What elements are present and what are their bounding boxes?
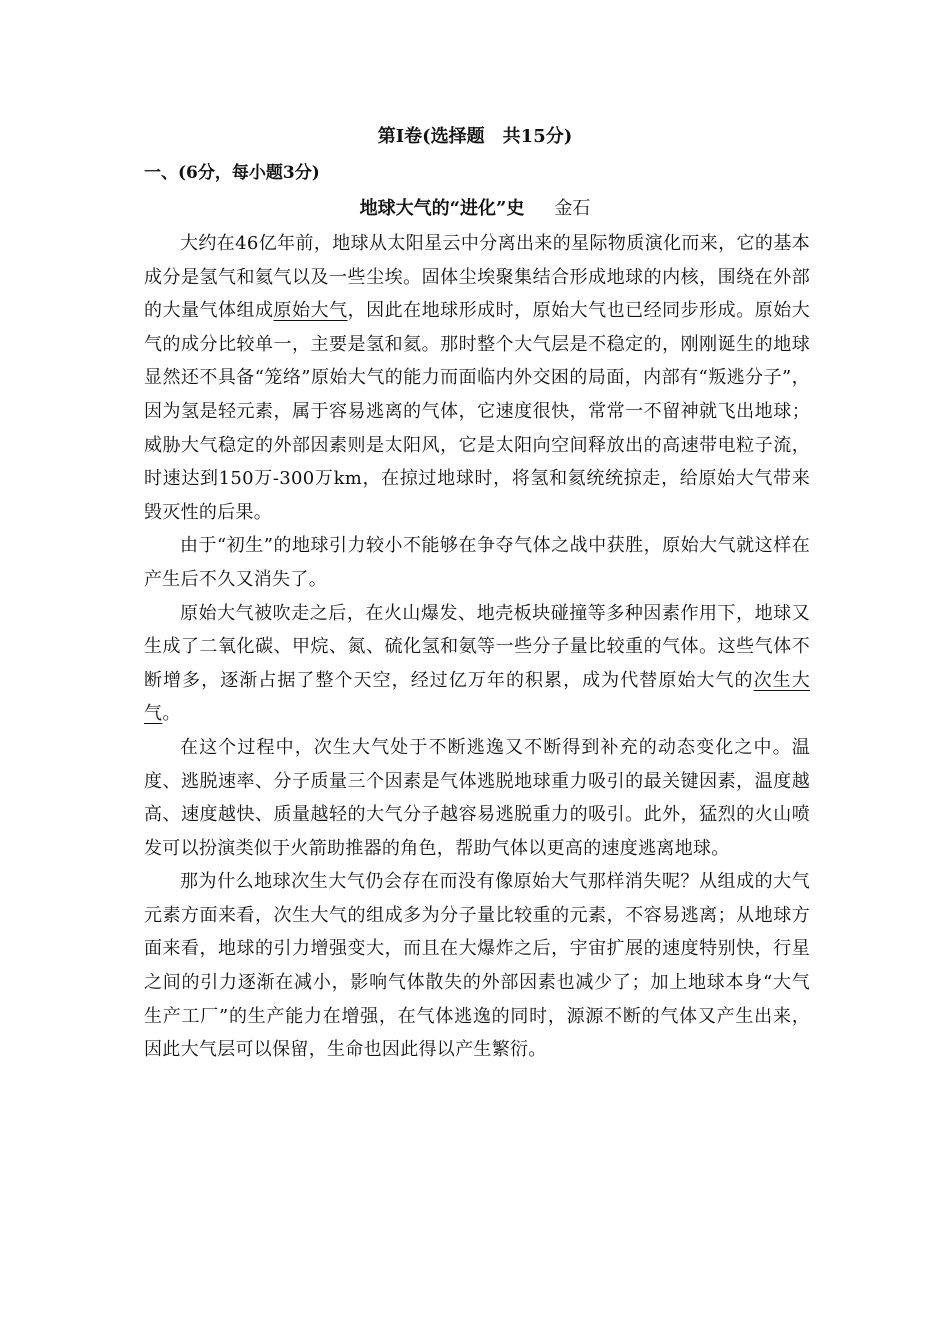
paragraph-5-text: 那为什么地球次生大气仍会存在而没有像原始大气那样消失呢？从组成的大气元素方面来看，次生大气的组成多为分子量比较重的元素，不容易逃离；从地球方面来看，地球的引力增强变大，而且在大爆炸之后，宇宙扩展的速度特别快，行星之间的引力逐渐在减小，影响气体散失的外部因素也减少了；加上地球本身“大气生产工厂”的生产能力在增强，在气体逃逸的同时，源源不断的气体又产生出来，因此大气层可以保留，生命也因此得以产生繁衍。 bbox=[144, 871, 810, 1061]
paragraph-4-text: 在这个过程中，次生大气处于不断逃逸又不断得到补充的动态变化之中。温度、逃脱速率、分子质量三个因素是气体逃脱地球重力吸引的最关键因素，温度越高、速度越快、质量越轻的大气分子越容易逃脱重力的吸引。此外，猛烈的火山喷发可以扮演类似于火箭助推器的角色，帮助气体以更高的速度逃离地球。 bbox=[144, 736, 810, 859]
part-heading: 一、(6分，每小题3分) bbox=[144, 163, 320, 183]
paragraph-4 bbox=[144, 731, 810, 865]
paragraph-3 bbox=[144, 597, 810, 731]
paragraph-3-text-b: 。 bbox=[162, 703, 181, 725]
paragraph-3-text-a: 原始大气被吹走之后，在火山爆发、地壳板块碰撞等多种因素作用下，地球又生成了二氧化碳、甲烷、氮、硫化氢和氨等一些分子量比较重的气体。这些气体不断增多，逐渐占据了整个天空，经过亿万年的积累，成为代替原始大气的 bbox=[144, 602, 810, 691]
underlined-term-secondary-atmosphere: 次生大气 bbox=[144, 669, 810, 725]
section-title: 第Ⅰ卷(选择题 共15分) bbox=[377, 126, 573, 147]
paragraph-1-text-b: ，因此在地球形成时，原始大气也已经同步形成。原始大气的成分比较单一，主要是氢和氦。那时整个大气层是不稳定的，刚刚诞生的地球显然还不具备“笼络”原始大气的能力而面临内外交困的局面，内部有“叛逃分子”，因为氢是轻元素，属于容易逃离的气体，它速度很快，常常一不留神就飞出地球；威胁大气稳定的外部因素则是太阳风，它是太阳向空间释放出的高速带电粒子流，时速达到150万-300万km，在掠过地球时，将氢和氦统统掠走，给原始大气带来毁灭性的后果。 bbox=[144, 300, 811, 523]
article-author: 金石 bbox=[554, 198, 591, 219]
article-title: 地球大气的“进化”史 bbox=[359, 198, 525, 219]
paragraph-1 bbox=[144, 227, 810, 529]
paragraph-1-text-a: 大约在46亿年前，地球从太阳星云中分离出来的星际物质演化而来，它的基本成分是氢气和氦气以及一些尘埃。固体尘埃聚集结合形成地球的内核，围绕在外部的大量气体组成 bbox=[144, 233, 810, 322]
article-body bbox=[144, 227, 810, 1067]
article-title-row bbox=[0, 196, 950, 222]
paragraph-2 bbox=[144, 529, 810, 596]
underlined-term-primordial-atmosphere: 原始大气 bbox=[273, 300, 348, 322]
paragraph-5 bbox=[144, 865, 810, 1067]
paragraph-2-text: 由于“初生”的地球引力较小不能够在争夺气体之战中获胜，原始大气就这样在产生后不久又消失了。 bbox=[144, 535, 810, 590]
